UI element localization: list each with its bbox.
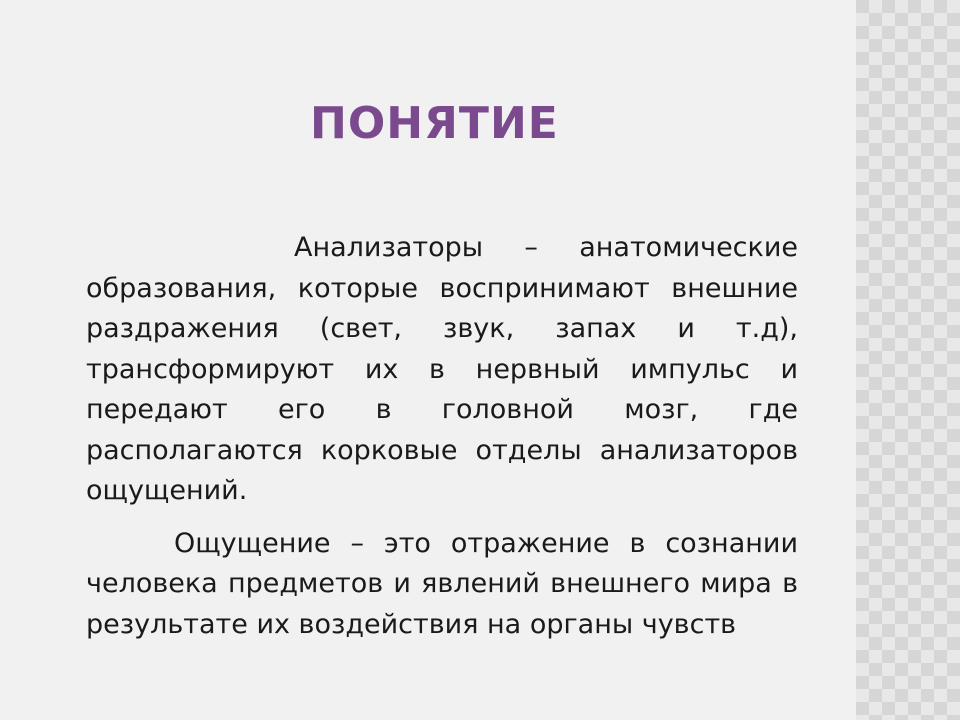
- slide-title: ПОНЯТИЕ: [310, 98, 559, 149]
- decorative-side-band: [856, 0, 960, 720]
- slide-body: [86, 228, 798, 645]
- paragraph-analyzers: Анализаторы – анатомические образования, которые воспринимают внешние раздражения (свет, звук, запах и т.д), трансформируют их в нервный импульс и передают его в головной мозг, где располагаются корковые отделы анализаторов ощущений.: [86, 232, 798, 506]
- paragraph-sensation: Ощущение – это отражение в сознании человека предметов и явлений внешнего мира в результате их воздействия на органы чувств: [86, 527, 798, 640]
